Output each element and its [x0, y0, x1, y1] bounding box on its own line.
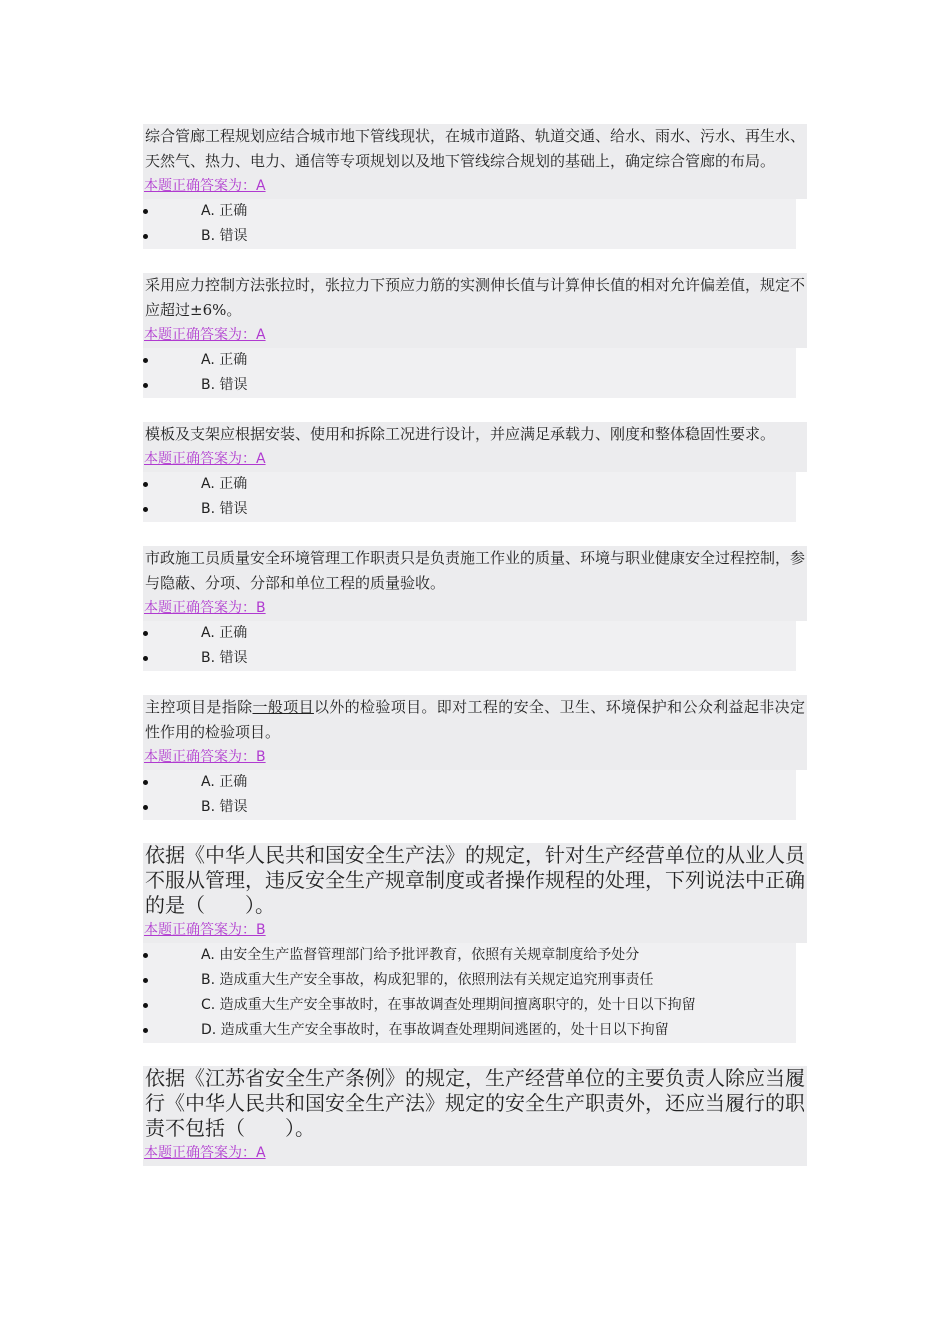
spacer: [143, 249, 807, 273]
option-list: [143, 621, 796, 671]
spacer: [143, 1043, 807, 1066]
option-b[interactable]: B. 错误: [143, 795, 796, 820]
option-c[interactable]: C. 造成重大生产安全事故时，在事故调查处理期间擅离职守的，处十日以下拘留: [143, 993, 796, 1018]
answer-label[interactable]: 本题正确答案为：A: [143, 174, 807, 199]
option-a[interactable]: A. 由安全生产监督管理部门给予批评教育，依照有关规章制度给予处分: [143, 943, 796, 968]
answer-label[interactable]: 本题正确答案为：A: [143, 447, 807, 472]
underlined-term: 一般项目: [252, 698, 314, 716]
question-text: 依据《中华人民共和国安全生产法》的规定，针对生产经营单位的从业人员不服从管理，违反安全生产规章制度或者操作规程的处理，下列说法中正确的是（ ）。: [145, 843, 805, 917]
question-text: 市政施工员质量安全环境管理工作职责只是负责施工作业的质量、环境与职业健康安全过程控制，参与隐蔽、分项、分部和单位工程的质量验收。: [143, 546, 807, 596]
option-a[interactable]: A. 正确: [143, 621, 796, 646]
option-a[interactable]: A. 正确: [143, 472, 796, 497]
option-list: [143, 770, 796, 820]
question-text: 综合管廊工程规划应结合城市地下管线现状，在城市道路、轨道交通、给水、雨水、污水、再生水、天然气、热力、电力、通信等专项规划以及地下管线综合规划的基础上，确定综合管廊的布局。: [143, 124, 807, 174]
spacer: [143, 820, 807, 843]
spacer: [143, 671, 807, 695]
question-3: [143, 422, 807, 522]
option-list: [143, 472, 796, 522]
question-text: 采用应力控制方法张拉时，张拉力下预应力筋的实测伸长值与计算伸长值的相对允许偏差值，规定不应超过±6%。: [143, 273, 807, 323]
question-text: 主控项目是指除一般项目以外的检验项目。即对工程的安全、卫生、环境保护和公众利益起非决定性作用的检验项目。: [143, 695, 807, 745]
option-d[interactable]: D. 造成重大生产安全事故时，在事故调查处理期间逃匿的，处十日以下拘留: [143, 1018, 796, 1043]
option-list: [143, 943, 796, 1043]
question-4: [143, 546, 807, 671]
option-a[interactable]: A. 正确: [143, 348, 796, 373]
answer-label[interactable]: 本题正确答案为：B: [143, 596, 807, 621]
option-a[interactable]: A. 正确: [143, 770, 796, 795]
question-text: 模板及支架应根据安装、使用和拆除工况进行设计，并应满足承载力、刚度和整体稳固性要求。: [143, 422, 807, 447]
option-list: [143, 348, 796, 398]
option-b[interactable]: B. 造成重大生产安全事故，构成犯罪的，依照刑法有关规定追究刑事责任: [143, 968, 796, 993]
option-b[interactable]: B. 错误: [143, 224, 796, 249]
question-text: 依据《江苏省安全生产条例》的规定，生产经营单位的主要负责人除应当履行《中华人民共和国安全生产法》规定的安全生产职责外，还应当履行的职责不包括（ ）。: [145, 1066, 805, 1140]
answer-label[interactable]: 本题正确答案为：A: [143, 1141, 807, 1166]
question-6: [143, 843, 807, 1043]
spacer: [143, 522, 807, 546]
answer-label[interactable]: 本题正确答案为：B: [143, 918, 807, 943]
option-list: [143, 199, 796, 249]
answer-label[interactable]: 本题正确答案为：B: [143, 745, 807, 770]
option-b[interactable]: B. 错误: [143, 373, 796, 398]
spacer: [143, 398, 807, 422]
question-7: [143, 1066, 807, 1166]
option-a[interactable]: A. 正确: [143, 199, 796, 224]
question-5: [143, 695, 807, 820]
option-b[interactable]: B. 错误: [143, 646, 796, 671]
question-2: [143, 273, 807, 398]
question-list: [143, 124, 807, 1166]
option-b[interactable]: B. 错误: [143, 497, 796, 522]
answer-label[interactable]: 本题正确答案为：A: [143, 323, 807, 348]
question-1: [143, 124, 807, 249]
